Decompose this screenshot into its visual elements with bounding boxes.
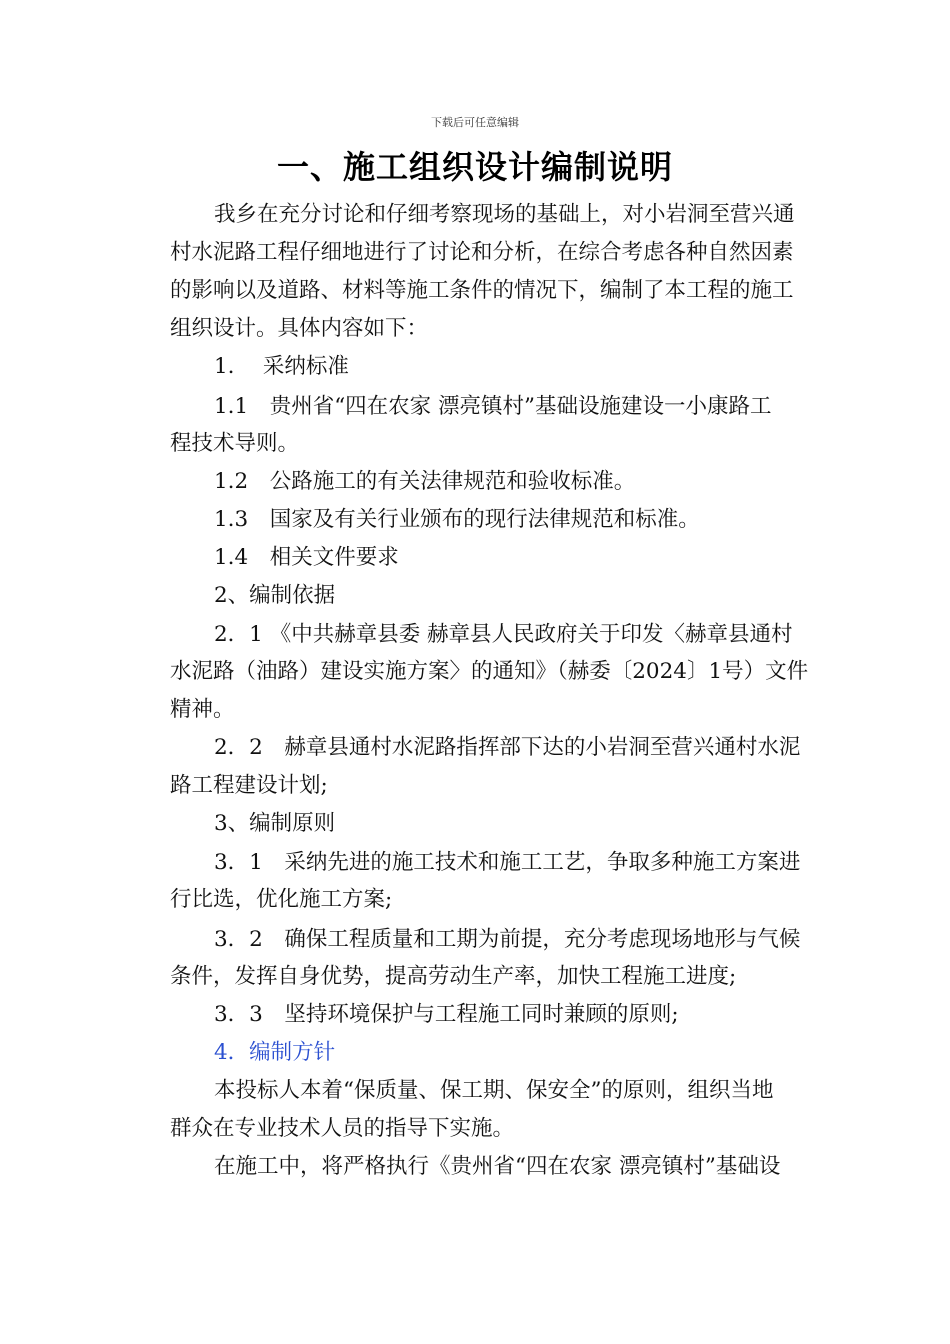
paragraph-line: 路工程建设计划;: [170, 773, 328, 798]
paragraph-line: 1.3 国家及有关行业颁布的现行法律规范和标准。: [214, 507, 700, 532]
paragraph-line: 2．1 《中共赫章县委 赫章县人民政府关于印发〈赫章县通村: [214, 622, 793, 647]
paragraph-line: 的影响以及道路、材料等施工条件的情况下，编制了本工程的施工: [170, 278, 794, 303]
paragraph-line: 组织设计。具体内容如下：: [170, 316, 429, 341]
page-title: 一、施工组织设计编制说明: [276, 148, 673, 186]
paragraph-line: 在施工中，将严格执行《贵州省“四在农家 漂亮镇村”基础设: [214, 1154, 781, 1179]
paragraph-line: 1.4 相关文件要求: [214, 545, 399, 570]
paragraph-line: 3．3 坚持环境保护与工程施工同时兼顾的原则;: [214, 1002, 679, 1027]
paragraph-line: 水泥路（油路）建设实施方案〉的通知》（赫委〔2024〕1号）文件: [170, 659, 809, 684]
paragraph-line: 本投标人本着“保质量、保工期、保安全”的原则，组织当地: [214, 1078, 774, 1103]
paragraph-line: 我乡在充分讨论和仔细考察现场的基础上，对小岩洞至营兴通: [214, 202, 795, 227]
paragraph-line: 条件，发挥自身优势，提高劳动生产率，加快工程施工进度;: [170, 964, 737, 989]
header-note: 下载后可任意编辑: [431, 116, 519, 129]
paragraph-line: 群众在专业技术人员的指导下实施。: [170, 1116, 515, 1141]
section-heading: 3、编制原则: [214, 811, 336, 836]
paragraph-line: 程技术导则。: [170, 431, 300, 456]
paragraph-line: 村水泥路工程仔细地进行了讨论和分析，在综合考虑各种自然因素: [170, 240, 794, 265]
section-heading: 4．编制方针: [214, 1040, 336, 1065]
paragraph-line: 1.1 贵州省“四在农家 漂亮镇村”基础设施建设一小康路工: [214, 394, 772, 419]
section-heading: 2、编制依据: [214, 583, 336, 608]
paragraph-line: 3．1 采纳先进的施工技术和施工工艺，争取多种施工方案进: [214, 850, 801, 875]
paragraph-line: 1.2 公路施工的有关法律规范和验收标准。: [214, 469, 636, 494]
paragraph-line: 2．2 赫章县通村水泥路指挥部下达的小岩洞至营兴通村水泥: [214, 735, 801, 760]
section-heading: 1. 采纳标准: [214, 354, 349, 379]
paragraph-line: 精神。: [170, 697, 235, 722]
paragraph-line: 行比选，优化施工方案;: [170, 887, 393, 912]
paragraph-line: 3．2 确保工程质量和工期为前提，充分考虑现场地形与气候: [214, 927, 801, 952]
